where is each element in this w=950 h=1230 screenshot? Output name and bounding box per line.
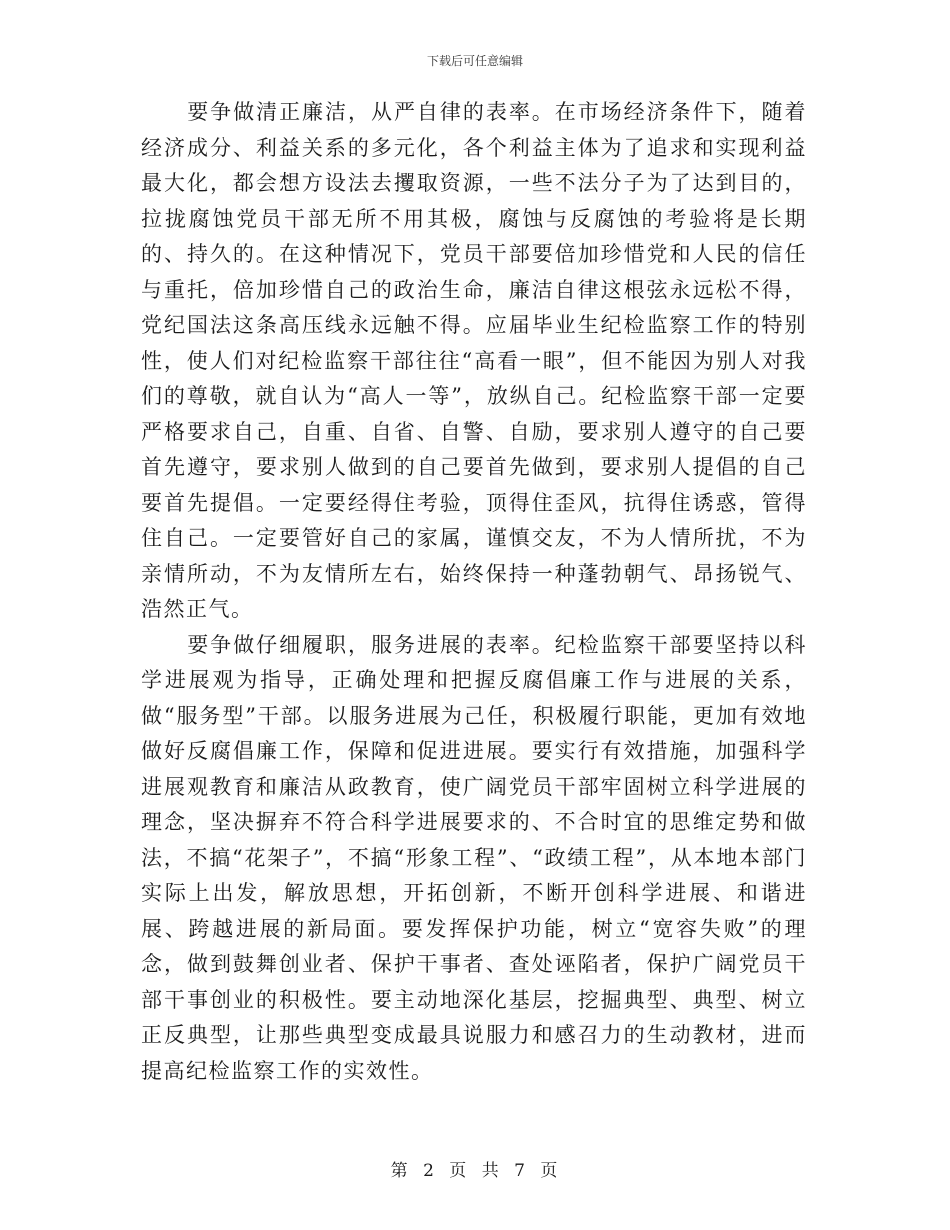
footer-prefix: 第 xyxy=(390,1161,410,1181)
footer-total-pages: 7 xyxy=(514,1161,527,1181)
body-paragraph-1: 要争做清正廉洁，从严自律的表率。在市场经济条件下，随着经济成分、利益关系的多元化，各个利益主体为了追求和实现利益最大化，都会想方设法去攫取资源，一些不法分子为了达到目的，拉拢腐蚀党员干部无所不用其极，腐蚀与反腐蚀的考验将是长期的、持久的。在这种情况下，党员干部要倍加珍惜党和人民的信任与重托，倍加珍惜自己的政治生命，廉洁自律这根弦永远松不得，党纪国法这条高压线永远触不得。应届毕业生纪检监察工作的特别性，使人们对纪检监察干部往往“高看一眼”，但不能因为别人对我们的尊敬，就自认为“高人一等”，放纵自己。纪检监察干部一定要严格要求自己，自重、自省、自警、自励，要求别人遵守的自己要首先遵守，要求别人做到的自己要首先做到，要求别人提倡的自己要首先提倡。一定要经得住考验，顶得住歪风，抗得住诱惑，管得住自己。一定要管好自己的家属，谨慎交友，不为人情所扰，不为亲情所动，不为友情所左右，始终保持一种蓬勃朝气、昂扬锐气、浩然正气。 xyxy=(141,100,807,621)
footer-page-word: 页 xyxy=(449,1161,469,1181)
footer-suffix: 页 xyxy=(540,1161,560,1181)
page-footer xyxy=(0,1156,950,1181)
document-body xyxy=(141,95,807,1089)
footer-current-page: 2 xyxy=(423,1161,436,1181)
footer-total-word: 共 xyxy=(481,1161,501,1181)
page-header: 下载后可任意编辑 xyxy=(426,54,523,68)
body-paragraph-2: 要争做仔细履职，服务进展的表率。纪检监察干部要坚持以科学进展观为指导，正确处理和把握反腐倡廉工作与进展的关系，做“服务型”干部。以服务进展为己任，积极履行职能，更加有效地做好反腐倡廉工作，保障和促进进展。要实行有效措施，加强科学进展观教育和廉洁从政教育，使广阔党员干部牢固树立科学进展的理念，坚决摒弃不符合科学进展要求的、不合时宜的思维定势和做法，不搞“花架子”，不搞“形象工程”、“政绩工程”，从本地本部门实际上出发，解放思想，开拓创新，不断开创科学进展、和谐进展、跨越进展的新局面。要发挥保护功能，树立“宽容失败”的理念，做到鼓舞创业者、保护干事者、查处诬陷者，保护广阔党员干部干事创业的积极性。要主动地深化基层，挖掘典型、典型、树立正反典型，让那些典型变成最具说服力和感召力的生动教材，进而提高纪检监察工作的实效性。 xyxy=(141,632,807,1083)
